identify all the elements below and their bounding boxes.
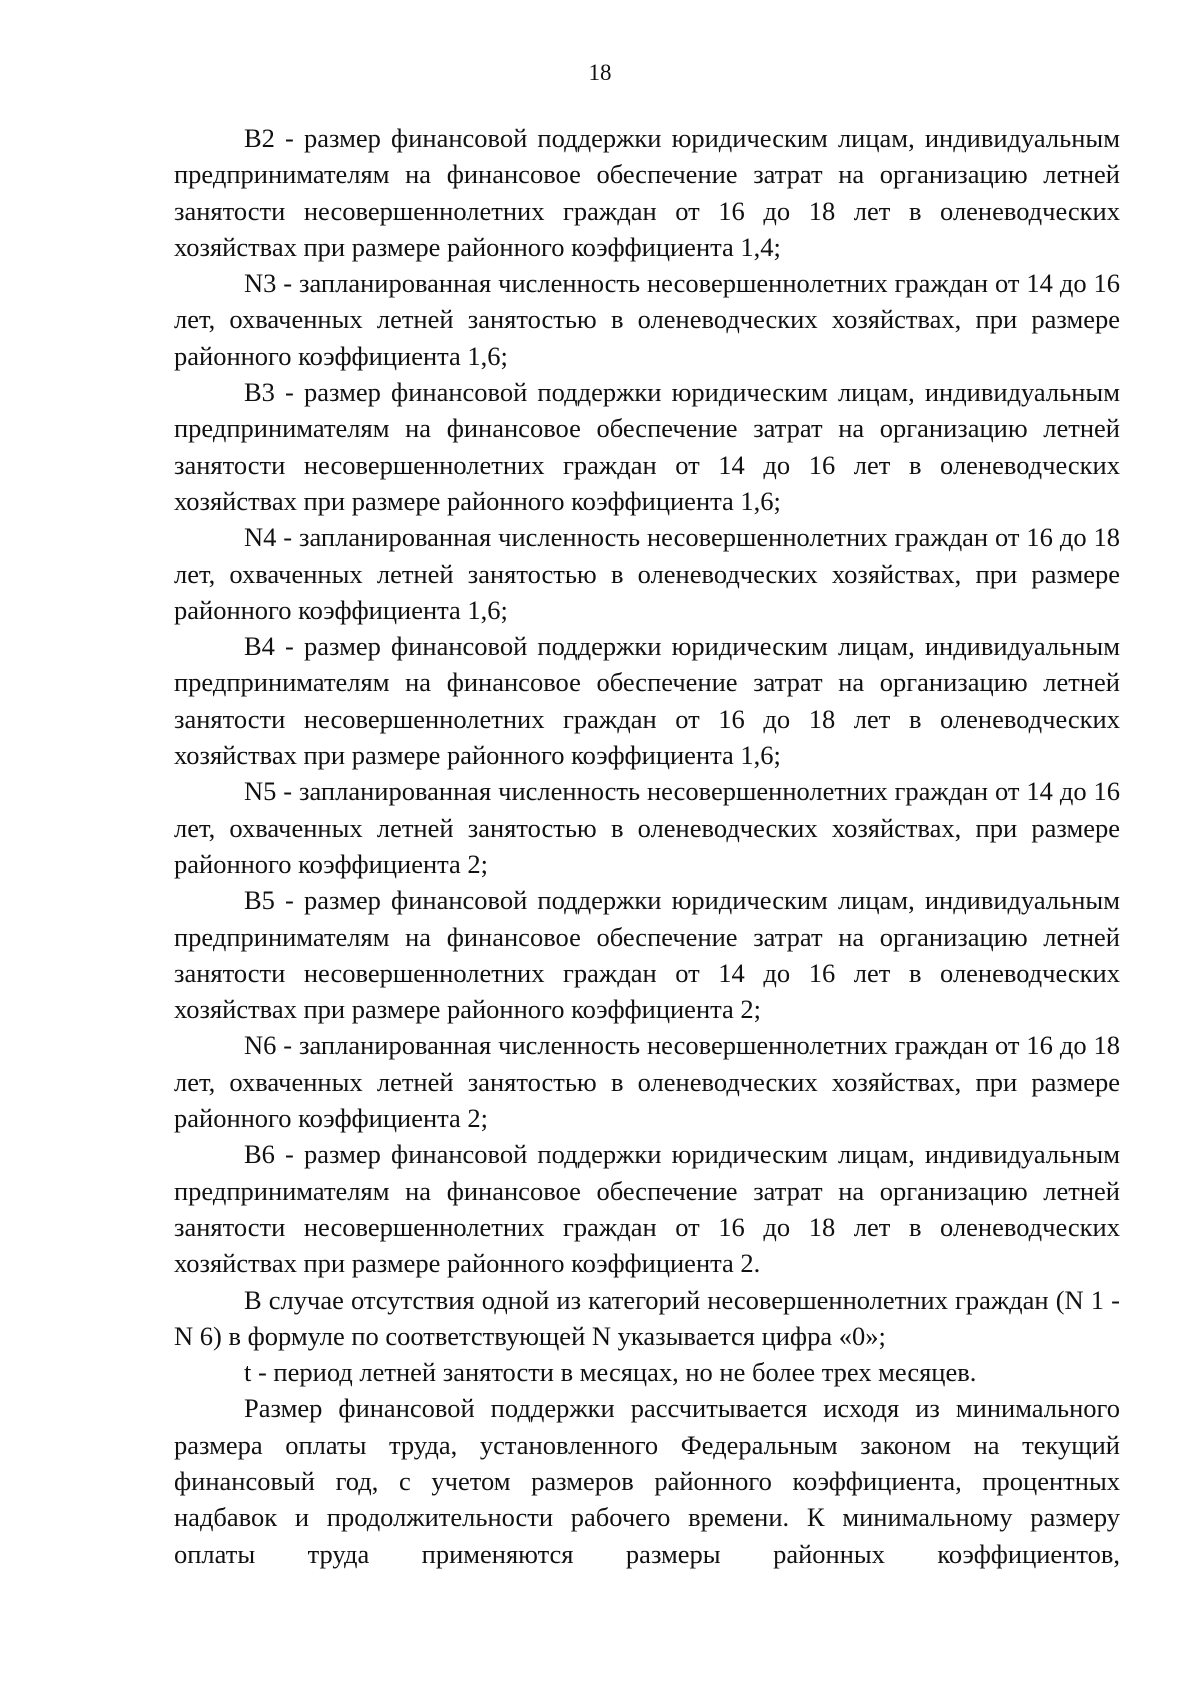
paragraph-b2-definition: В2 - размер финансовой поддержки юридическим лицам, индивидуальным предпринимателям на финансовое обеспечение затрат на организацию летней занятости несовершеннолетних граждан от 16 до 18 лет в оленеводческих хозяйствах при размере районного коэффициента 1,4; xyxy=(174,123,1120,262)
paragraph-n4-definition: N4 - запланированная численность несовершеннолетних граждан от 16 до 18 лет, охваченных летней занятостью в оленеводческих хозяйствах, при размере районного коэффициента 1,6; xyxy=(174,522,1120,625)
paragraph-n6-definition: N6 - запланированная численность несовершеннолетних граждан от 16 до 18 лет, охваченных летней занятостью в оленеводческих хозяйствах, при размере районного коэффициента 2; xyxy=(174,1030,1120,1134)
paragraph-n5-definition: N5 - запланированная численность несовершеннолетних граждан от 14 до 16 лет, охваченных летней занятостью в оленеводческих хозяйствах, при размере районного коэффициента 2; xyxy=(174,776,1120,879)
page-number: 18 xyxy=(588,60,612,85)
paragraph-b5-definition: В5 - размер финансовой поддержки юридическим лицам, индивидуальным предпринимателям на финансовое обеспечение затрат на организацию летней занятости несовершеннолетних граждан от 14 до 16 лет в оленеводческих хозяйствах при размере районного коэффициента 2; xyxy=(174,885,1120,1025)
paragraph-missing-category-note: В случае отсутствия одной из категорий несовершеннолетних граждан (N 1 - N 6) в формуле по соответствующей N указывается цифра «0»; xyxy=(174,1284,1120,1351)
paragraph-b4-definition: В4 - размер финансовой поддержки юридическим лицам, индивидуальным предпринимателям на финансовое обеспечение затрат на организацию летней занятости несовершеннолетних граждан от 16 до 18 лет в оленеводческих хозяйствах при размере районного коэффициента 1,6; xyxy=(174,631,1120,771)
paragraph-support-calculation: Размер финансовой поддержки рассчитывается исходя из минимального размера оплаты труда, установленного Федеральным законом на текущий финансовый год, с учетом размеров районного коэффициента, процентных надбавок и продолжительности рабочего времени. К минимальному размеру оплаты труда применяются размеры районных коэффициентов, xyxy=(174,1393,1120,1569)
paragraph-b3-definition: В3 - размер финансовой поддержки юридическим лицам, индивидуальным предпринимателям на финансовое обеспечение затрат на организацию летней занятости несовершеннолетних граждан от 14 до 16 лет в оленеводческих хозяйствах при размере районного коэффициента 1,6; xyxy=(174,377,1120,516)
paragraph-n3-definition: N3 - запланированная численность несовершеннолетних граждан от 14 до 16 лет, охваченных летней занятостью в оленеводческих хозяйствах, при размере районного коэффициента 1,6; xyxy=(174,268,1120,371)
document-body xyxy=(174,120,1120,1572)
paragraph-t-definition: t - период летней занятости в месяцах, но не более трех месяцев. xyxy=(244,1357,977,1388)
paragraph-b6-definition: В6 - размер финансовой поддержки юридическим лицам, индивидуальным предпринимателям на финансовое обеспечение затрат на организацию летней занятости несовершеннолетних граждан от 16 до 18 лет в оленеводческих хозяйствах при размере районного коэффициента 2. xyxy=(174,1139,1120,1279)
